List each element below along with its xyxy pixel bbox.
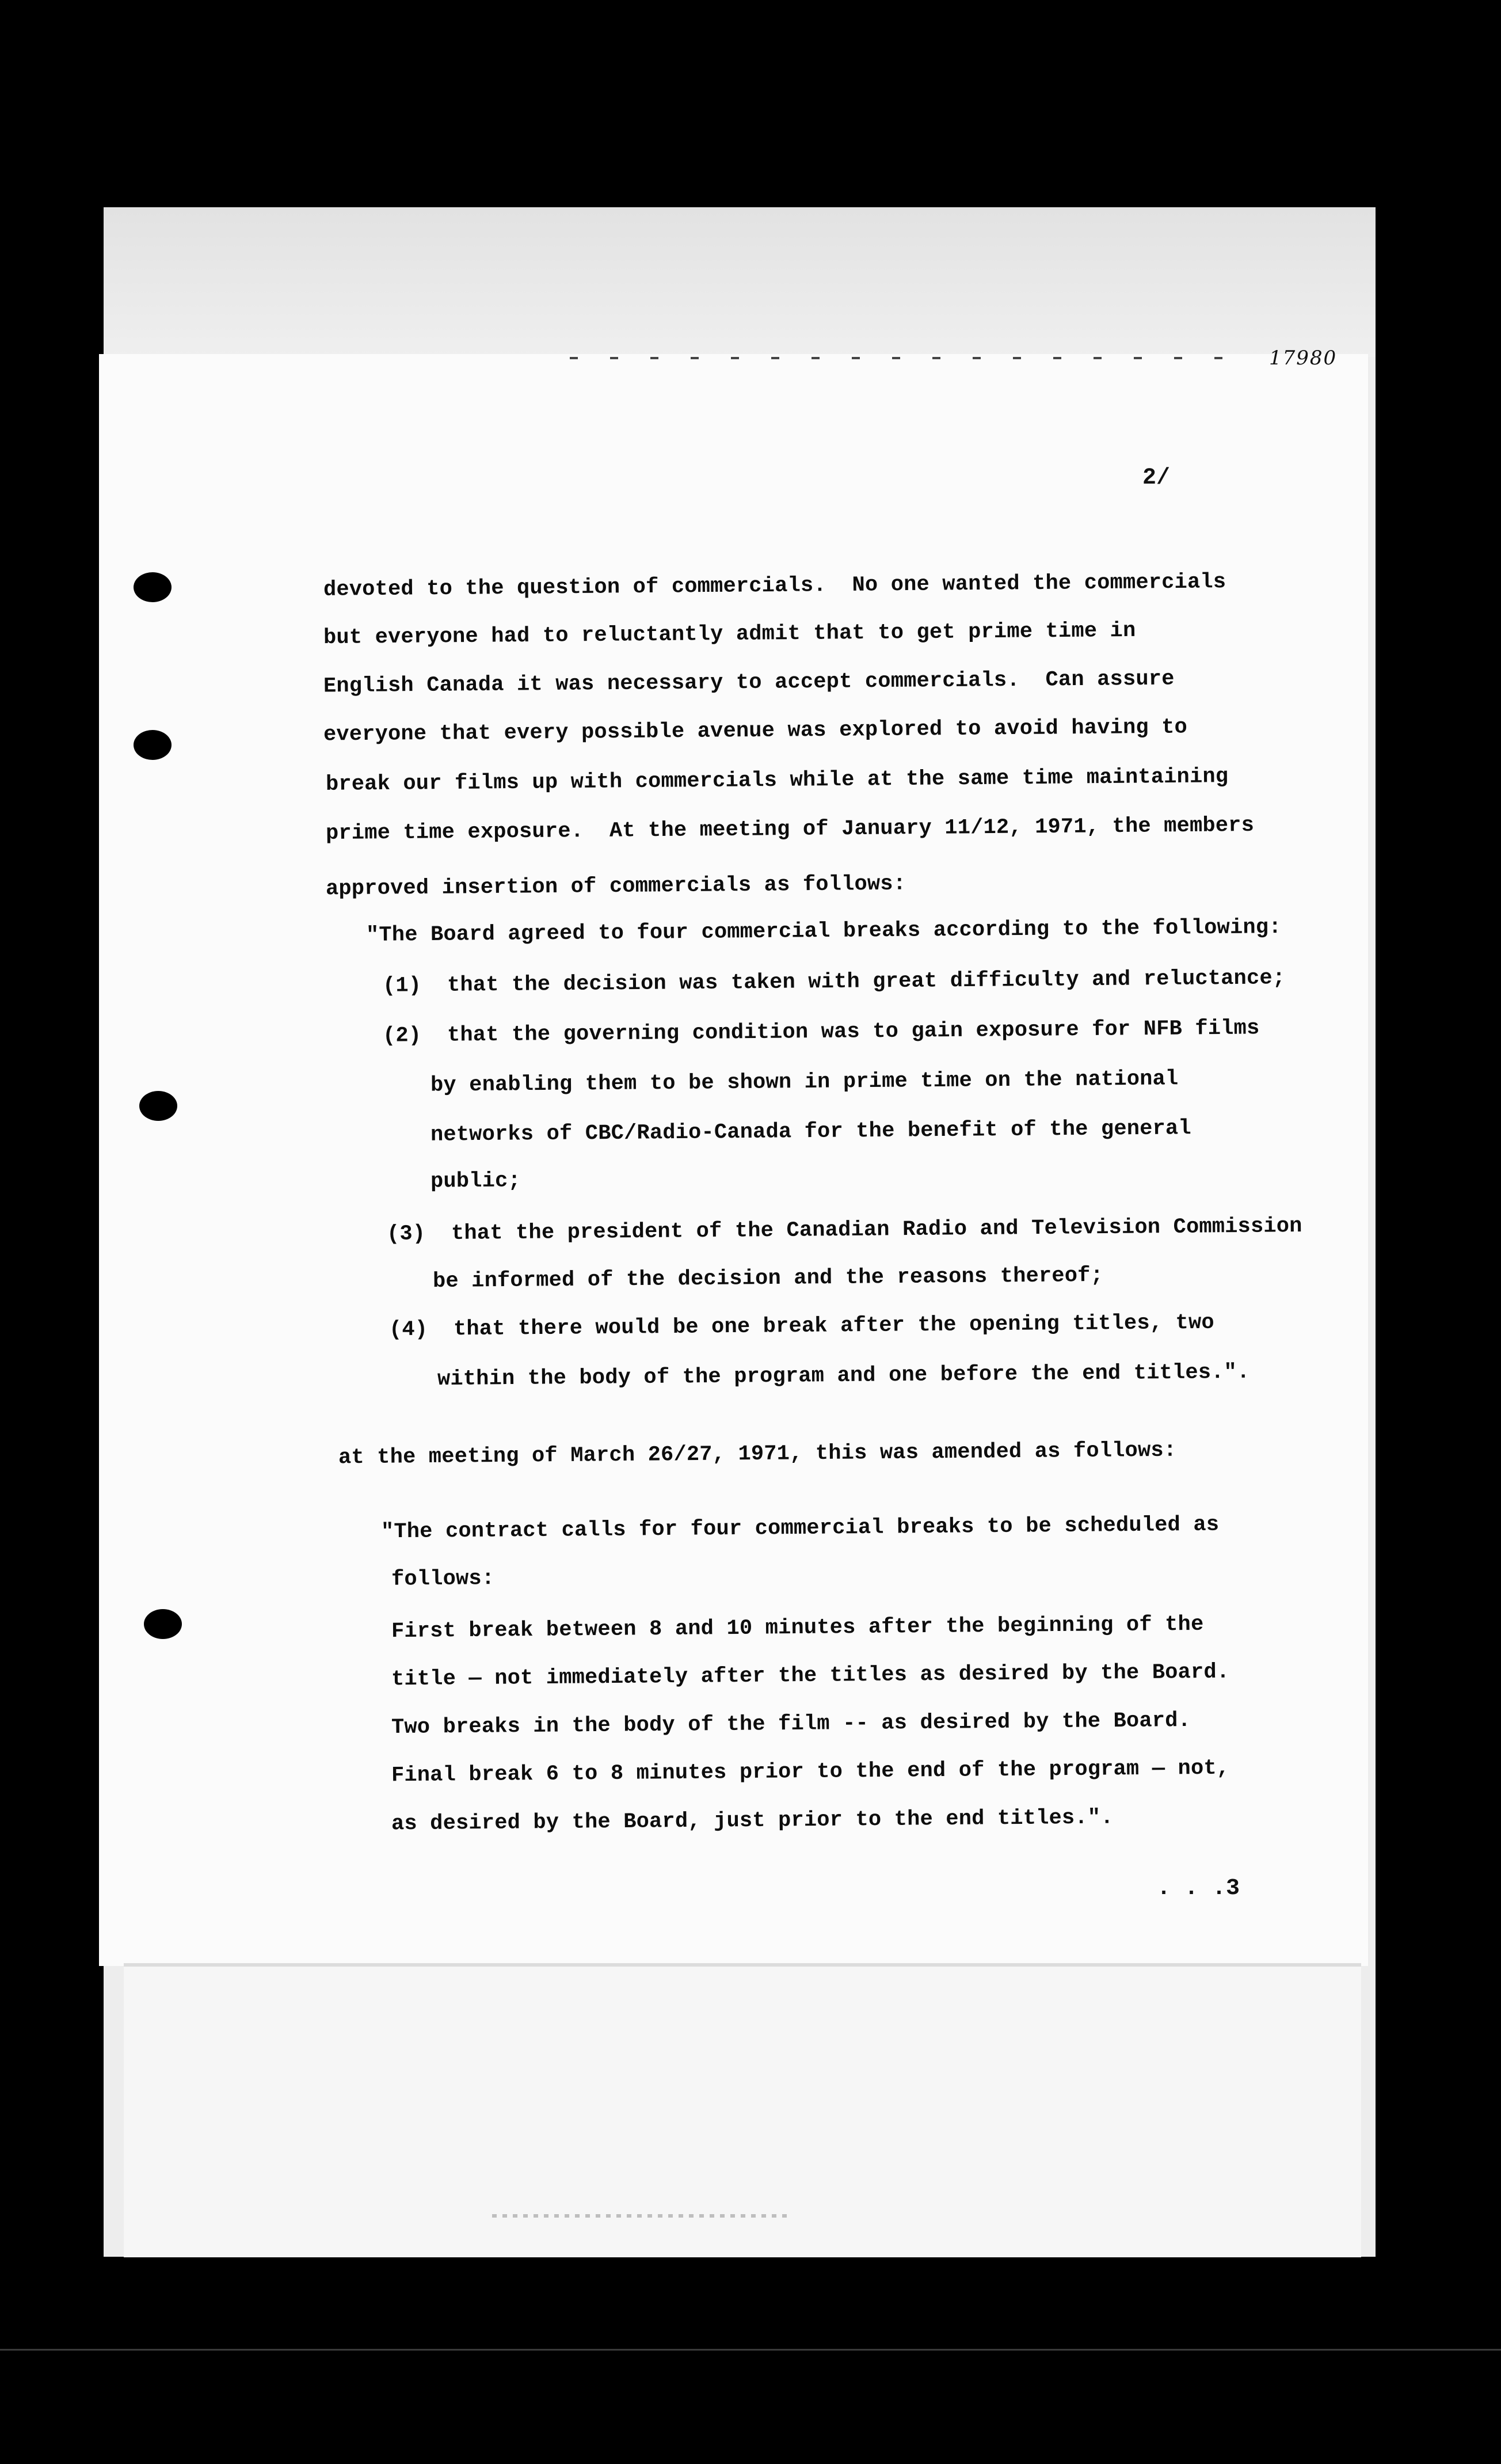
archive-number: 17980 — [1269, 347, 1338, 370]
contract-quote-line: "The contract calls for four commercial breaks to be scheduled as — [380, 1512, 1220, 1545]
punch-hole-icon — [134, 572, 172, 602]
contract-quote-line: as desired by the Board, just prior to the end titles.". — [391, 1805, 1114, 1836]
quote-item-continuation: within the body of the program and one before the end titles.". — [437, 1360, 1250, 1392]
body-line: devoted to the question of commercials. No one wanted the commercials — [323, 570, 1226, 602]
body-line: approved insertion of commercials as follows: — [325, 872, 906, 902]
continuation-marker: . . .3 — [1157, 1876, 1240, 1902]
body-line: but everyone had to reluctantly admit that to get prime time in — [323, 618, 1136, 651]
contract-quote-line: title — not immediately after the titles as desired by the Board. — [391, 1660, 1230, 1692]
quote-item-continuation: networks of CBC/Radio-Canada for the benefit of the general — [430, 1116, 1191, 1147]
contract-quote-line: First break between 8 and 10 minutes after the beginning of the — [391, 1612, 1204, 1644]
contract-quote-line: Final break 6 to 8 minutes prior to the end of the program — not, — [391, 1756, 1230, 1788]
body-line: prime time exposure. At the meeting of January 11/12, 1971, the members — [325, 813, 1255, 846]
body-line: everyone that every possible avenue was explored to avoid having to — [323, 715, 1188, 747]
quote-item: (4) that there would be one break after the opening titles, two — [388, 1310, 1214, 1343]
scan-edge-line — [0, 2349, 1501, 2351]
back-sheet-top-edge — [104, 207, 1376, 357]
contract-quote-line: follows: — [391, 1566, 495, 1592]
quote-item: (2) that the governing condition was to gain exposure for NFB films — [382, 1016, 1260, 1048]
quote-item-continuation: by enabling them to be shown in prime time on the national — [430, 1067, 1179, 1098]
body-line: English Canada it was necessary to accept commercials. Can assure — [323, 667, 1175, 699]
punch-hole-icon — [134, 730, 172, 760]
quote-item-continuation: public; — [430, 1169, 521, 1194]
quote-item-continuation: be informed of the decision and the reasons thereof; — [432, 1263, 1104, 1294]
top-dashed-mark — [570, 357, 1255, 359]
sheet-scuff — [492, 2214, 791, 2218]
quote-item: (3) that the president of the Canadian Radio and Television Commission — [386, 1214, 1302, 1246]
underlying-sheet — [124, 1963, 1361, 2257]
contract-quote-line: Two breaks in the body of the film -- as desired by the Board. — [391, 1708, 1191, 1740]
punch-hole-icon — [139, 1091, 177, 1121]
quote-item: (1) that the decision was taken with great difficulty and reluctance; — [382, 966, 1286, 998]
quote-intro: "The Board agreed to four commercial breaks according to the following: — [365, 915, 1282, 948]
body-line: break our films up with commercials while at the same time maintaining — [325, 765, 1229, 797]
amendment-line: at the meeting of March 26/27, 1971, this was amended as follows: — [338, 1438, 1177, 1470]
page-number: 2/ — [1142, 465, 1171, 491]
punch-hole-icon — [144, 1609, 182, 1639]
